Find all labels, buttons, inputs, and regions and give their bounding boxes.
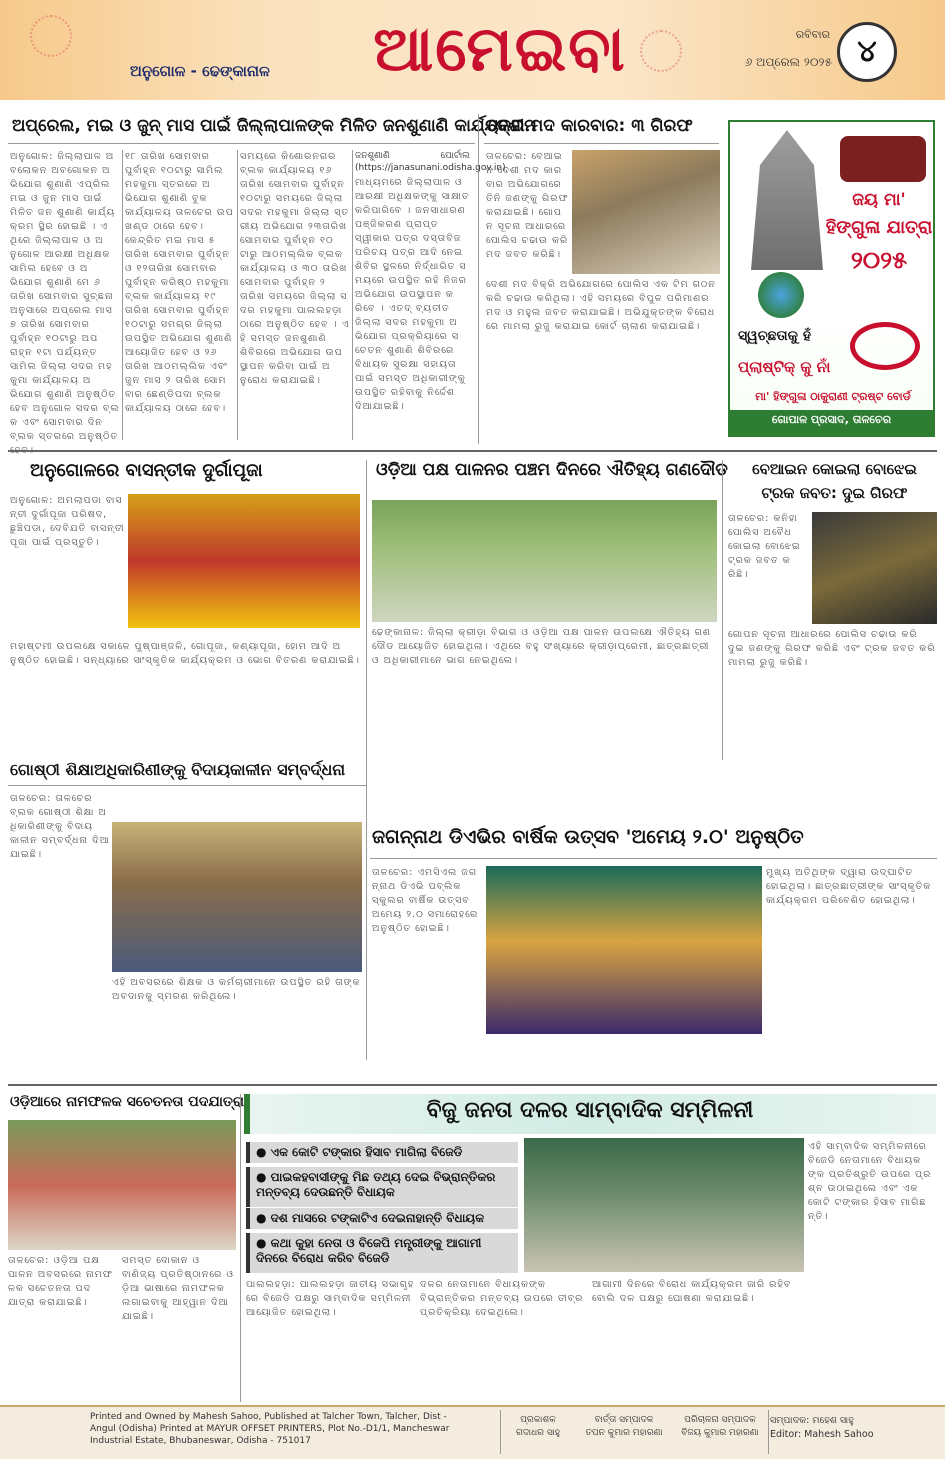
headline-liquor-arrest: ଦେଶୀ ମଦ କାରବାର: ୩ ଗିରଫ: [488, 116, 693, 136]
headline-durga-puja: ଅନୁଗୋଳରେ ବାସନ୍ତୀକ ଦୁର୍ଗାପୂଜା: [30, 460, 263, 481]
article-body: ତାଳଚେର: ଏମସିଏଲ ଜଗନ୍ନାଥ ଡିଏଭି ପବ୍ଲିକ ସ୍କୁଲର ବାର୍ଷିକ ଉତ୍ସବ ଅମେୟ ୨.୦ ସମାରୋହରେ ଅନୁଷ୍ଠିତ ହୋଇଛି।: [372, 867, 479, 934]
bullet-2: ● ପାଇକହବାସୀଙ୍କୁ ମିଛ ତଥ୍ୟ ଦେଇ ବିଭ୍ରାନ୍ତିକର ମନ୍ତବ୍ୟ ଦେଉଛନ୍ତି ବିଧାୟକ: [246, 1167, 518, 1207]
ad-org: ମା' ହିଙ୍ଗୁଳା ଠାକୁରାଣୀ ଟ୍ରଷ୍ଟ ବୋର୍ଡ: [755, 390, 911, 403]
article-body: ଅନୁଗୋଳ: ଅମଲାପଡା ବାସନ୍ତୀ ଦୁର୍ଗାପୂଜା ପରିଷଦ, ଛୁଞ୍ଚିପଡା, ଦେବିଯତି ବାସନ୍ତୀ ପୂଜା ପାଇଁ ପ୍ରସ୍ତୁତି।: [10, 495, 125, 548]
article-body: ତାଳଚେର: ତାଳଚେର ବ୍ଲକ ଗୋଷ୍ଠୀ ଶିକ୍ଷା ଅଧିକାରିଣୀଙ୍କୁ ବିଦାୟକାଳୀନ ସମ୍ବର୍ଦ୍ଧନା ଦିଆଯାଇଛି।: [10, 793, 110, 860]
dav-stage-photo: [486, 866, 762, 1034]
ad-slogan-1: ସ୍ୱଚ୍ଛତାକୁ ହଁ: [738, 328, 812, 344]
newspaper-title: ଆମେଇବା: [373, 12, 627, 85]
article-body: ସମୟରେ କିଶୋରନଗର ବ୍ଲକ କାର୍ଯ୍ୟାଳୟ ୧୬ତାରିଖ ସୋମବାର ପୁର୍ବାହ୍ନ ୧୦ଟାରୁ ସମୟରେ ଜିଲ୍ଲା ସଦର ମହକୁମା ଜିଲ୍ଲା ସ୍ତରୀୟ ଅଭିଯୋଗ ୨୩ତାରିଖ ସୋମବାର ପୁର୍ବାହ୍ନ ୧୦ଟାରୁ ଆଠମଲ୍ଲିକ ବ୍ଲକ କାର୍ଯ୍ୟାଳୟ ଓ ୩୦ ତାରିଖ ସୋମବାର ପୁର୍ବାହ୍ନ ୨ ତାରିଖ ସମୟରେ ଜିଲ୍ଲା ସଦର ମହକୁମା ପାଲଲହଡ଼ା ଠାରେ ଅନୁଷ୍ଠିତ ହେବ । ଏହି ସମସ୍ତ ଜନଶୁଣାଣି ଶିବିରରେ ଅଭିଯୋଗ ଉପସ୍ଥାପନ କରିବା ପାଇଁ ଅନୁରୋଧ କରାଯାଇଛି।: [240, 151, 350, 386]
publisher-label: ପ୍ରକାଶକ: [520, 1415, 556, 1425]
footer-publisher: [502, 1414, 574, 1440]
bullet-icon: ●: [256, 1236, 271, 1250]
bullet-4: ● କଥା କୁହା ନେତା ଓ ବିଜେପି ମନ୍ତ୍ରୀଙ୍କୁ ଆଗାମୀ ଦିନରେ ବିରୋଧ କରିବ ବିଜେଡି: [246, 1233, 518, 1273]
deity-illustration: [840, 136, 926, 182]
masthead-date: ୬ ଅପ୍ରେଲ ୨୦୨୫: [744, 55, 832, 69]
march-photo: [8, 1120, 236, 1250]
article-body: ସମସ୍ତ ଦୋକାନ ଓ ବାଣିଜ୍ୟ ପ୍ରତିଷ୍ଠାନରେ ଓଡ଼ିଆ ଭାଷାରେ ନାମଫଳକ ଲଗାଇବାକୁ ଆହ୍ୱାନ ଦିଆଯାଇଛି।: [122, 1255, 234, 1322]
article-body: ପାଲଲହଡ଼ା: ପାଲଲହଡ଼ା ଜାତୀୟ ସଭାଗୃହରେ ବିଜେଡି ପକ୍ଷରୁ ସାମ୍ବାଦିକ ସମ୍ମିଳନୀ ଆୟୋଜିତ ହୋଇଥିଲା।: [246, 1279, 415, 1318]
hingula-yatra-ad: [728, 120, 935, 437]
page-number: ୪: [837, 22, 897, 82]
article-body: ଦେଶୀ ମଦ ବିକ୍ରି ଅଭିଯୋଗରେ ପୋଲିସ ଏକ ଟିମ ଗଠନ କରି ଚଢାଉ କରିଥିଲା। ଏହି ସମୟରେ ବିପୁଳ ପରିମାଣର ମଦ ଓ ମହୁଲ ଜବତ କରାଯାଇଛି। ଅଭିଯୁକ୍ତଙ୍କ ବିରୋଧରେ ମାମଲା ରୁଜୁ କରାଯାଇ କୋର୍ଟ ଚାଲାଣ କରାଯାଇଛି।: [486, 279, 716, 332]
durga-idol-photo: [128, 494, 360, 628]
headline-janasunani: ଅପ୍ରେଲ, ମଇ ଓ ଜୁନ୍ ମାସ ପାଇଁ ଜିଲ୍ଲାପାଳଙ୍କ ମିଳିତ ଜନଶୁଣାଣି କାର୍ଯ୍ୟକ୍ରମ: [12, 116, 537, 136]
bullet-3: ● ଦଶ ମାସରେ ଟଙ୍କାଟିଏ ଦେଇନାହାନ୍ତି ବିଧାୟକ: [246, 1208, 518, 1229]
article-body: ୧୮ ତାରିଖ ସୋମବାର ପୁର୍ବାହ୍ନ ୧୦ଟାରୁ ସାମିଲ ମହକୁମା ସ୍ତରରେ ଅଭିଯୋଗ ଶୁଣାଣି ବୁକ କାର୍ଯ୍ୟାଳୟ ତାଳଚେର ଉପଖଣ୍ଡ ଠାରେ ହେବ। କେନ୍ଦ୍ରିତ ମଇ ମାସ ୫ ତାରିଖ ସୋମବାର ପୁର୍ବାହ୍ନ ଓ ୧୨ତାରିଖ ସୋମବାର ପୁର୍ବାହ୍ନ କରିଷ୍ଠ ମହକୁମା ବ୍ଲକ କାର୍ଯ୍ୟାଳୟ ୧୯ ତାରିଖ ସୋମବାର ପୁର୍ବାହ୍ନ ୧୦ଟାରୁ ସମଗ୍ର ଜିଲ୍ଲା ଉପସ୍ଥିତ ଅଭିଯୋଗ ଶୁଣାଣି ଆୟୋଜିତ ହେବ ଓ ୨୬ ତାରିଖ ଆଠମଲ୍ଲିକ ଏବଂ ଜୁନ ମାସ ୨ ତାରିଖ ସୋମବାର ଛେଣ୍ଡିପଦା ବ୍ଲକ କାର୍ଯ୍ୟାଳୟ ଠାରେ ହେବ।: [125, 151, 234, 414]
article-body: ଦଳର ନେତାମାନେ ବିଧାୟକଙ୍କ ବିଭ୍ରାନ୍ତିକର ମନ୍ତବ୍ୟ ଉପରେ ତୀବ୍ର ପ୍ରତିକ୍ରିୟା ଦେଇଥିଲେ।: [420, 1279, 584, 1318]
article-body: ଢେଙ୍କାନାଳ: ଜିଲ୍ଲା କ୍ରୀଡ଼ା ବିଭାଗ ଓ ଓଡ଼ିଆ ପକ୍ଷ ପାଳନ ଉପଲକ୍ଷେ ଐତିହ୍ୟ ଗଣଦୌଡ ଆୟୋଜିତ ହୋଇଥିଲା। ଏଥିରେ ବହୁ ସଂଖ୍ୟାରେ କ୍ରୀଡ଼ାପ୍ରେମୀ, ଛାତ୍ରଛାତ୍ରୀ ଓ ଅଧିକାରୀମାନେ ଭାଗ ନେଇଥିଲେ।: [372, 627, 712, 666]
editor-en: Editor: Mahesh Sahoo: [770, 1429, 874, 1440]
bullet-1: ● ଏକ କୋଟି ଟଙ୍କାର ହିସାବ ମାଗିଲା ବିଜେଡି: [246, 1142, 518, 1163]
footer-editor: [770, 1414, 930, 1442]
headline-coal-truck-1: ବେଆଇନ କୋଇଲା ବୋଝେଇ: [752, 460, 917, 478]
ad-place: ଗୋପାଳ ପ୍ରସାଦ, ତାଳଚେର: [730, 410, 933, 435]
bullet-icon: ●: [256, 1211, 271, 1225]
headline-nameplate-march: ଓଡ଼ିଆରେ ନାମଫଳକ ସଚେତନତା ପଦଯାତ୍ରା: [10, 1094, 245, 1110]
article-body: ଗୋପନ ସୂଚନା ଆଧାରରେ ପୋଲିସ ଚଢାଉ କରି ଦୁଇ ଜଣଙ୍କୁ ଗିରଫ କରିଛି ଏବଂ ଟ୍ରକ ଜବତ କରି ମାମଲା ରୁଜୁ କରିଛି।: [728, 629, 936, 668]
news-editor-label: ବାର୍ତ୍ତା ସମ୍ପାଦକ: [594, 1415, 654, 1425]
article-body: ତାଳଚେର: ବେଆଇନ ଦେଶୀ ମଦ କାରବାର ଅଭିଯୋଗରେ ତିନି ଜଣଙ୍କୁ ଗିରଫ କରାଯାଇଛି। ଗୋପନ ସୂଚନା ଆଧାରରେ ପୋଲିସ ଚଢାଉ କରି ମଦ ଜବତ କରିଛି।: [486, 151, 569, 260]
editor-label: ସମ୍ପାଦକ: ମହେଶ ସାହୁ: [770, 1415, 854, 1426]
manager-label: ପରିଚାଳନା ସମ୍ପାଦକ: [684, 1415, 756, 1425]
footer-imprint: Printed and Owned by Mahesh Sahoo, Published at Talcher Town, Talcher, Dist - Angul (Odisha) Printed at MAYUR OFFSET PRINTERS, Plot No.-D1/1, Mancheswar Industrial Estate, Bhubaneswar, Odisha - 751017: [90, 1412, 450, 1446]
article-body: ତାଳଚେର: ଓଡ଼ିଆ ପକ୍ଷ ପାଳନ ଅବସରରେ ନାମଫଳକ ସଚେତନତା ପଦଯାତ୍ରା କରାଯାଇଛି।: [8, 1255, 113, 1308]
bjd-press-photo: [524, 1138, 804, 1272]
no-plastic-icon: [850, 322, 920, 370]
publisher-name: ଗଦାଧର ସାହୁ: [515, 1428, 561, 1438]
ad-year: ୨୦୨୫: [850, 246, 908, 274]
headline-bjd-press: ବିଜୁ ଜନତା ଦଳର ସାମ୍ବାଦିକ ସମ୍ମିଳନୀ: [426, 1098, 754, 1123]
footer-news-editor: [578, 1414, 670, 1440]
edition-label: ଅନୁଗୋଳ - ଢେଙ୍କାନାଳ: [130, 62, 270, 80]
ornament-icon: [30, 15, 72, 57]
coal-truck-photo: [812, 512, 937, 624]
masthead-day: ରବିବାର: [795, 28, 830, 41]
heritage-run-photo: [372, 500, 717, 622]
footer-manager: [672, 1414, 768, 1440]
headline-heritage-run: ଓଡ଼ିଆ ପକ୍ଷ ପାଳନର ପଞ୍ଚମ ଦିନରେ ଐତିହ୍ୟ ଗଣଦୌଡ: [376, 460, 728, 480]
headline-farewell: ଗୋଷ୍ଠୀ ଶିକ୍ଷାଅଧିକାରିଣୀଙ୍କୁ ବିଦାୟକାଳୀନ ସମ୍ବର୍ଦ୍ଧନା: [10, 760, 346, 779]
police-seizure-photo: [572, 150, 720, 274]
article-body: ଏହି ଅବସରରେ ଶିକ୍ଷକ ଓ କର୍ମଚାରୀମାନେ ଉପସ୍ଥିତ ରହି ତାଙ୍କ ଅବଦାନକୁ ସ୍ମରଣ କରିଥିଲେ।: [112, 977, 361, 1002]
janasunani-url: ଜନଶୁଣାଣି ପୋର୍ଟାଲ (https://janasunani.odisha.gov.in): [355, 151, 506, 173]
earth-icon: [758, 272, 804, 318]
article-body: ଏହି ସାମ୍ବାଦିକ ସମ୍ମିଳନୀରେ ବିଜେଡି ନେତାମାନେ ବିଧାୟକଙ୍କ ପ୍ରତିଶ୍ରୁତି ଉପରେ ପ୍ରଶ୍ନ ଉଠାଇଥିଲେ ଏବଂ ଏକ କୋଟି ଟଙ୍କାର ହିସାବ ମାଗିଛନ୍ତି।: [808, 1141, 932, 1222]
farewell-photo: [112, 822, 362, 972]
article-body: ମହାଷ୍ଟମୀ ଉପଲକ୍ଷେ ସକାଳେ ପୁଷ୍ପାଞ୍ଜଳି, ଗୋପୂଜା, କଣ୍ୟାପୂଜା, ହୋମ ଆଦି ଅନୁଷ୍ଠିତ ହୋଇଛି। ସନ୍ଧ୍ୟାରେ ସାଂସ୍କୃତିକ କାର୍ଯ୍ୟକ୍ରମ ଓ ଭୋଗ ବିତରଣ କରାଯାଇଛି।: [10, 641, 360, 666]
manager-name: ବିଜୟ କୁମାର ମହାରଣା: [681, 1428, 759, 1438]
ad-slogan-2: ପ୍ଲାଷ୍ଟିକ୍ କୁ ନାଁ: [738, 358, 831, 376]
divider: [8, 143, 475, 144]
headline-dav-annual: ଜଗନ୍ନାଥ ଡିଏଭିର ବାର୍ଷିକ ଉତ୍ସବ 'ଅମେୟ ୨.୦' ଅନୁଷ୍ଠିତ: [372, 826, 804, 848]
ad-line-1: ଜୟ ମା': [852, 190, 906, 210]
bullet-icon: ●: [256, 1170, 271, 1184]
article-body: ମାଧ୍ୟମରେ ଜିଲ୍ଲାପାଳ ଓ ଆରକ୍ଷୀ ଅଧିକ୍ଷକଙ୍କୁ ସାକ୍ଷାତ କରିପାରିବେ । ଜନସାଧାରଣ ପଞ୍ଜିକରଣ ପ୍ରାପ୍ତ ସ୍ୱୀକାର ପତ୍ର ଦସ୍ତାବିଜ ପରିଚୟ ପତ୍ର ଆଦି ନେଇ ଶିବିର ସ୍ଥଳରେ ନିର୍ଦ୍ଧାରିତ ସମୟରେ ଉପସ୍ଥିତ ରହି ନିଜର ଅଭିଯୋଗ ଉପସ୍ଥାପନ କରିବେ । ଏତଦ୍ ବ୍ୟତୀତ ଜିଲ୍ଲା ସଦର ମହକୁମା ଅଭିଯୋଗ ପ୍ରକ୍ରିୟାରେ ସଚେତନ ଶୁଣାଣି ଶିବିରରେ ବିଧାୟକ ସୁରକ୍ଷା ସହାୟତା ପାଇଁ ସମସ୍ତ ଅଧିକାରୀଙ୍କୁ ଉପସ୍ଥିତ ରହିବାକୁ ନିର୍ଦ୍ଦେଶ ଦିଆଯାଇଛି।: [355, 177, 470, 412]
article-body: ମୁଖ୍ୟ ଅତିଥିଙ୍କ ଦ୍ୱାରା ଉଦ୍‌ଘାଟିତ ହୋଇଥିଲା। ଛାତ୍ରଛାତ୍ରୀଙ୍କ ସାଂସ୍କୃତିକ କାର୍ଯ୍ୟକ୍ରମ ପରିବେଶିତ ହୋଇଥିଲା।: [766, 867, 932, 906]
news-editor-name: ତପନ କୁମାର ମହାରଣା: [585, 1428, 663, 1438]
temple-illustration: [742, 130, 832, 270]
article-body: ଆଗାମୀ ଦିନରେ ବିରୋଧ କାର୍ଯ୍ୟକ୍ରମ ଜାରି ରହିବ ବୋଲି ଦଳ ପକ୍ଷରୁ ଘୋଷଣା କରାଯାଇଛି।: [592, 1279, 792, 1304]
bullet-icon: ●: [256, 1145, 271, 1159]
headline-coal-truck-2: ଟ୍ରକ ଜବତ: ଦୁଇ ଗିରଫ: [761, 484, 908, 502]
ad-line-2: ହିଙ୍ଗୁଳା ଯାତ୍ରା: [825, 217, 933, 238]
article-body: ତାଳଚେର: କନିହା ପୋଲିସ ଅବୈଧ କୋଇଲା ବୋଝେଇ ଟ୍ରକ ଜବତ କରିଛି।: [728, 513, 801, 580]
article-body: ଅନୁଗୋଳ: ଜିଲ୍ଲାପାଳ ଅବଲୋକନ ଅବଗୋକନ ଅଭିଯୋଗ ଶୁଣାଣି ଏପ୍ରିଲ ମଇ ଓ ଜୁନ ମାସ ପାଇଁ ମିଳିତ ଜନ ଶୁଣାଣି କାର୍ଯ୍ୟକ୍ରମ ସ୍ଥିର ହୋଇଛି । ଏଥିରେ ଜିଲ୍ଲାପାଳ ଓ ଅନୁଗୋଳ ଆରକ୍ଷୀ ଅଧିକ୍ଷକ ସାମିଲ ହେବେ ଓ ଅଭିଯୋଗ ଶୁଣାଣି ମେ ୬ ତାରିଖ ସୋମବାର ସୁଚ୍ଛନା ଅନୁସାରେ ଅପ୍ରେଲ ମାସ ୭ ତାରିଖ ସୋମବାର ପୁର୍ବାହ୍ନ ୧୦ଟାରୁ ଅପରାହ୍ନ ୧ଟା ପର୍ଯ୍ୟନ୍ତ ସାମିଲ ଜିଲ୍ଲା ସଦର ମହକୁମା କାର୍ଯ୍ୟାଳୟ ଅଭିଯୋଗ ଶୁଣାଣି ଅନୁଷ୍ଠିତ ହେବ ଅନୁଗୋଳ ସଦର ବ୍ଲକ ଏବଂ ସୋମବାର ଦିନ ବ୍ଲକ ସ୍ତରରେ ଅନୁଷ୍ଠିତ ହେବ।: [10, 151, 120, 456]
